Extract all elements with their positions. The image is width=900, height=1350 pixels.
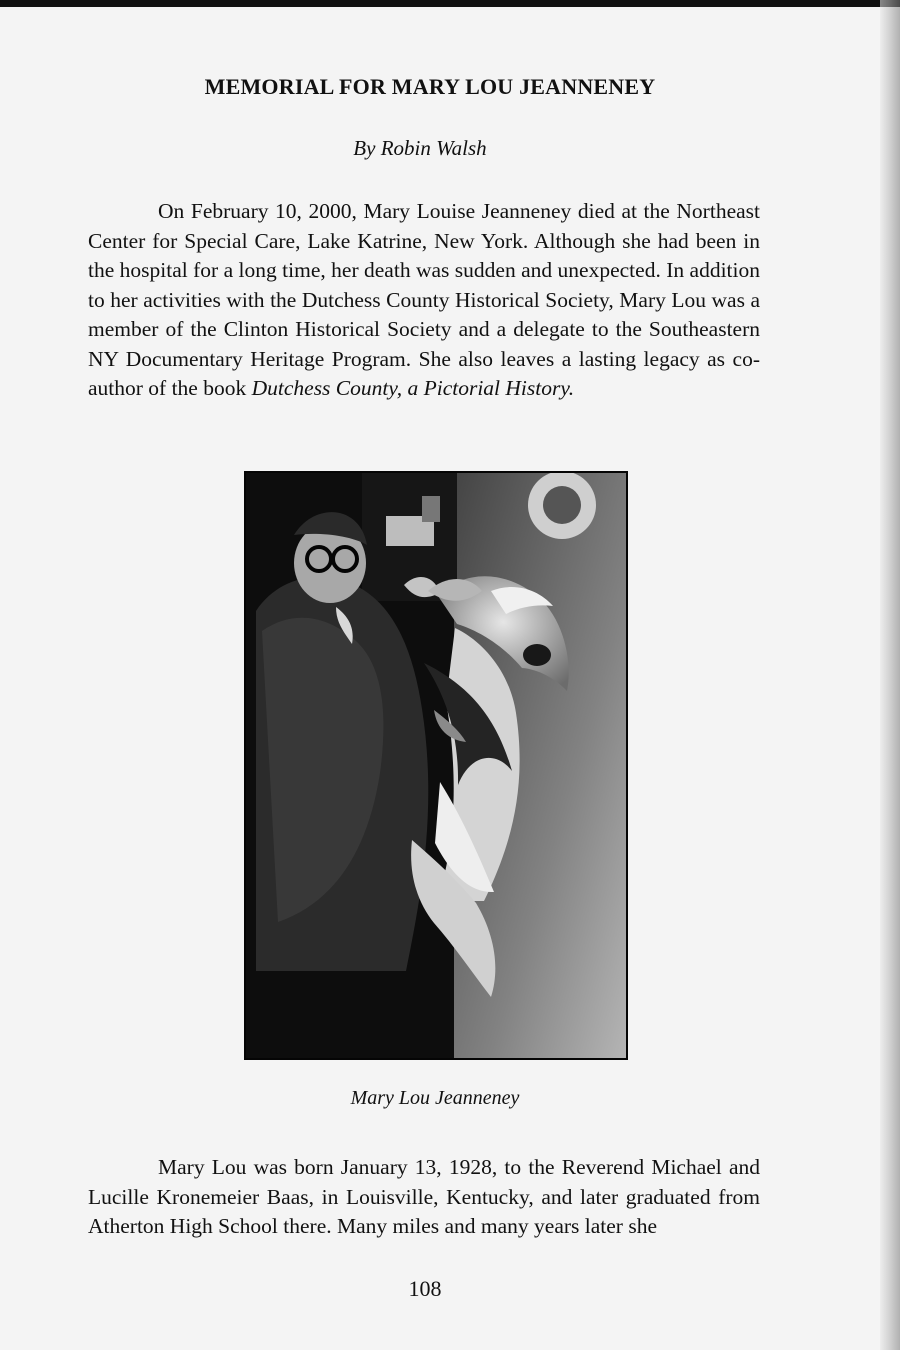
memorial-photo [244, 471, 628, 1060]
intro-paragraph-text: On February 10, 2000, Mary Louise Jeanneney died at the Northeast Center for Special Care, Lake Katrine, New York. Although she had been in the hospital for a long time, her death was sudden and unexpected. In addition to her activities with the Dutchess County Historical Society, Mary Lou was a member of the Clinton Historical Society and a delegate to the Southeastern NY Documentary Heritage Program. She also leaves a lasting legacy as co-author of the book [88, 199, 760, 400]
top-rule [0, 0, 900, 7]
body-paragraph: Mary Lou was born January 13, 1928, to the Reverend Michael and Lucille Kronemeier Baas, in Louisville, Kentucky, and later graduated from Atherton High School there. Many miles and many years later she [88, 1155, 760, 1238]
byline: By Robin Walsh [353, 136, 487, 160]
intro-paragraph [88, 197, 760, 404]
page-number: 108 [408, 1276, 442, 1301]
photo-caption: Mary Lou Jeanneney [350, 1087, 520, 1109]
page-edge-shadow [880, 0, 900, 1350]
book-title: Dutchess County, a Pictorial History. [251, 376, 575, 400]
article-title: MEMORIAL FOR MARY LOU JEANNENEY [204, 74, 656, 99]
photo-illustration [244, 471, 628, 1060]
